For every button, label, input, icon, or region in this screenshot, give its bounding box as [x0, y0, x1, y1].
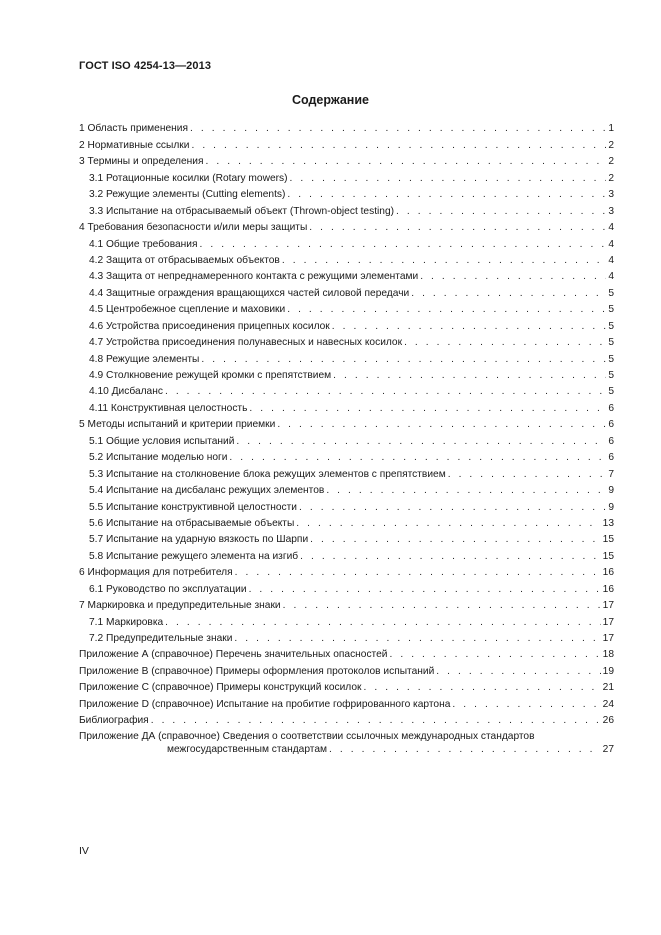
- toc-entry-page: 4: [608, 222, 614, 234]
- toc-leader-dots: [283, 599, 601, 612]
- toc-entry[interactable]: [79, 579, 614, 595]
- toc-entry-page: 2: [608, 156, 614, 168]
- toc-entry-title: 4.10 Дисбаланс: [89, 386, 163, 398]
- toc-entry[interactable]: [79, 333, 614, 349]
- toc-entry-page: 21: [602, 682, 614, 694]
- toc-entry-title: Приложение В (справочное) Примеры оформления протоколов испытаний: [79, 665, 435, 677]
- toc-entry-page: 1: [608, 123, 614, 135]
- toc-entry-title: 5 Методы испытаний и критерии приемки: [79, 419, 276, 431]
- toc-entry-title: 4.1 Общие требования: [89, 238, 198, 250]
- toc-entry[interactable]: [79, 514, 614, 530]
- toc-leader-dots: [235, 566, 601, 579]
- toc-entry-page: 15: [602, 550, 614, 562]
- toc-entry-page: 5: [608, 337, 614, 349]
- toc-leader-dots: [191, 139, 606, 152]
- toc-entry[interactable]: [79, 300, 614, 316]
- toc-entry-page: 6: [608, 452, 614, 464]
- toc-entry[interactable]: [79, 251, 614, 267]
- toc-entry-page: 6: [608, 402, 614, 414]
- toc-leader-dots: [396, 205, 606, 218]
- toc-entry-page: 3: [608, 205, 614, 217]
- toc-entry-page: 17: [602, 600, 614, 612]
- toc-entry[interactable]: [79, 316, 614, 332]
- toc-leader-dots: [190, 122, 606, 135]
- toc-leader-dots: [201, 353, 606, 366]
- toc-leader-dots: [420, 270, 606, 283]
- toc-entry[interactable]: [79, 661, 614, 677]
- toc-entry-page: 7: [608, 468, 614, 480]
- toc-entry-title: 7.1 Маркировка: [89, 616, 164, 628]
- toc-leader-dots: [229, 451, 606, 464]
- toc-entry[interactable]: [79, 431, 614, 447]
- toc-entry-title: Приложение ДА (справочное) Сведения о соответствии ссылочных международных стандартов: [79, 731, 535, 743]
- toc-entry[interactable]: [79, 563, 614, 579]
- toc-title: Содержание: [291, 93, 369, 107]
- toc-leader-dots: [389, 648, 600, 661]
- toc-leader-dots: [282, 254, 606, 267]
- toc-leader-dots: [205, 155, 606, 168]
- toc-leader-dots: [329, 743, 601, 756]
- toc-entry-title: 5.3 Испытание на столкновение блока режущих элементов с препятствием: [89, 468, 446, 480]
- toc-entry-title: 5.2 Испытание моделью ноги: [89, 452, 228, 464]
- toc-entry-page: 5: [608, 353, 614, 365]
- toc-leader-dots: [326, 484, 606, 497]
- toc-entry-page: 4: [608, 254, 614, 266]
- toc-entry-title: 4 Требования безопасности и/или меры защиты: [79, 222, 308, 234]
- toc-leader-dots: [333, 369, 606, 382]
- toc-entry-page: 19: [602, 665, 614, 677]
- toc-entry[interactable]: [79, 267, 614, 283]
- toc-entry-page: 6: [608, 419, 614, 431]
- toc-entry[interactable]: [79, 152, 614, 168]
- toc-entry[interactable]: [79, 135, 614, 151]
- toc-entry-page: 13: [602, 517, 614, 529]
- toc-entry-annex-da[interactable]: [79, 727, 614, 756]
- toc-entry-page: 3: [608, 189, 614, 201]
- toc-entry-title: 6.1 Руководство по эксплуатации: [89, 583, 247, 595]
- toc-entry[interactable]: [79, 546, 614, 562]
- toc-entry[interactable]: [79, 530, 614, 546]
- toc-leader-dots: [299, 501, 606, 514]
- toc-leader-dots: [165, 616, 600, 629]
- page-number: IV: [79, 845, 89, 857]
- toc-entry-title: 5.8 Испытание режущего элемента на изгиб: [89, 550, 299, 562]
- toc-leader-dots: [234, 632, 600, 645]
- toc-entry-page: 18: [602, 649, 614, 661]
- toc-entry-page: 17: [602, 633, 614, 644]
- toc-entry[interactable]: [79, 185, 614, 201]
- toc-entry-title: 4.6 Устройства присоединения прицепных косилок: [89, 320, 330, 332]
- toc-entry-page: 4: [608, 271, 614, 283]
- table-of-contents: [79, 119, 614, 756]
- toc-leader-dots: [452, 698, 600, 711]
- toc-entry-title: 3.1 Ротационные косилки (Rotary mowers): [89, 172, 288, 184]
- toc-entry[interactable]: [79, 398, 614, 414]
- toc-entry-title-continuation: межгосударственным стандартам: [167, 744, 327, 756]
- toc-entry-title: 2 Нормативные ссылки: [79, 139, 190, 151]
- toc-leader-dots: [151, 714, 601, 727]
- toc-entry[interactable]: [79, 629, 614, 645]
- toc-entry-title: 4.11 Конструктивная целостность: [89, 402, 248, 414]
- toc-entry-title: 3.3 Испытание на отбрасываемый объект (Thrown-object testing): [89, 205, 395, 217]
- toc-leader-dots: [296, 517, 600, 530]
- toc-entry-page: 16: [602, 567, 614, 579]
- toc-entry[interactable]: [79, 234, 614, 250]
- toc-entry-page: 9: [608, 485, 614, 497]
- toc-entry-title: 4.4 Защитные ограждения вращающихся частей силовой передачи: [89, 287, 410, 299]
- toc-entry-title: Приложение D (справочное) Испытание на пробитие гофрированного картона: [79, 698, 451, 710]
- toc-entry-page: 4: [608, 238, 614, 250]
- toc-entry-title: 5.5 Испытание конструктивной целостности: [89, 501, 297, 513]
- toc-leader-dots: [309, 221, 606, 234]
- toc-leader-dots: [200, 238, 607, 251]
- toc-entry-title: 4.7 Устройства присоединения полунавесных и навесных косилок: [89, 337, 403, 349]
- toc-leader-dots: [300, 550, 601, 563]
- toc-entry-page: 24: [602, 698, 614, 710]
- toc-entry[interactable]: [79, 497, 614, 513]
- toc-entry-page: 16: [602, 583, 614, 595]
- toc-entry[interactable]: [79, 349, 614, 365]
- toc-entry-title: 7 Маркировка и предупредительные знаки: [79, 600, 281, 612]
- toc-entry-title: 5.1 Общие условия испытаний: [89, 435, 235, 447]
- toc-entry[interactable]: [79, 678, 614, 694]
- toc-leader-dots: [332, 320, 607, 333]
- toc-leader-dots: [290, 172, 607, 185]
- toc-entry[interactable]: [79, 201, 614, 217]
- toc-entry-title: 4.8 Режущие элементы: [89, 353, 200, 365]
- toc-entry-title: 4.3 Защита от непреднамеренного контакта с режущими элементами: [89, 271, 419, 283]
- toc-entry-page: 5: [608, 320, 614, 332]
- toc-entry[interactable]: [79, 612, 614, 628]
- toc-entry-page: 26: [602, 715, 614, 727]
- toc-entry-page: 27: [602, 744, 614, 756]
- toc-entry-page: 2: [608, 139, 614, 151]
- toc-entry-page: 2: [608, 172, 614, 184]
- toc-entry-title: 4.2 Защита от отбрасываемых объектов: [89, 254, 280, 266]
- toc-entry-page: 17: [602, 616, 614, 628]
- toc-entry[interactable]: [79, 283, 614, 299]
- toc-entry[interactable]: [79, 218, 614, 234]
- document-code: ГОСТ ISO 4254-13—2013: [79, 60, 212, 72]
- toc-entry-page: 5: [608, 386, 614, 398]
- toc-entry-title: 5.4 Испытание на дисбаланс режущих элементов: [89, 485, 325, 497]
- toc-entry[interactable]: [79, 119, 614, 135]
- toc-leader-dots: [310, 533, 601, 546]
- toc-entry[interactable]: [79, 168, 614, 184]
- toc-entry-page: 9: [608, 501, 614, 513]
- toc-entry[interactable]: [79, 366, 614, 382]
- toc-entry-title: 4.5 Центробежное сцепление и маховики: [89, 304, 286, 316]
- toc-leader-dots: [277, 418, 606, 431]
- toc-leader-dots: [165, 385, 606, 398]
- toc-entry-title: 3.2 Режущие элементы (Cutting elements): [89, 189, 286, 201]
- toc-entry-title: 1 Область применения: [79, 123, 188, 135]
- toc-entry-page: 15: [602, 534, 614, 546]
- toc-leader-dots: [287, 188, 606, 201]
- toc-leader-dots: [287, 303, 606, 316]
- toc-entry[interactable]: [79, 596, 614, 612]
- toc-leader-dots: [249, 583, 601, 596]
- toc-entry-title: 7.2 Предупредительные знаки: [89, 633, 233, 644]
- toc-entry-title: 3 Термины и определения: [79, 156, 204, 168]
- toc-leader-dots: [249, 402, 606, 415]
- toc-entry-title: Библиография: [79, 715, 149, 727]
- toc-entry[interactable]: [79, 448, 614, 464]
- toc-entry-title: 4.9 Столкновение режущей кромки с препятствием: [89, 370, 332, 381]
- toc-entry[interactable]: [79, 711, 614, 727]
- toc-entry-title: Приложение С (справочное) Примеры конструкций косилок: [79, 682, 362, 694]
- toc-entry-page: 5: [608, 370, 614, 381]
- toc-leader-dots: [411, 287, 606, 300]
- toc-leader-dots: [448, 468, 607, 481]
- toc-leader-dots: [236, 435, 606, 448]
- toc-entry-title: 5.6 Испытание на отбрасываемые объекты: [89, 517, 295, 529]
- toc-leader-dots: [363, 681, 600, 694]
- toc-entry[interactable]: [79, 464, 614, 480]
- toc-entry[interactable]: [79, 415, 614, 431]
- toc-leader-dots: [436, 665, 600, 678]
- toc-entry-title: Приложение А (справочное) Перечень значительных опасностей: [79, 649, 388, 661]
- toc-entry[interactable]: [79, 382, 614, 398]
- toc-entry-page: 5: [608, 287, 614, 299]
- toc-entry[interactable]: [79, 481, 614, 497]
- toc-entry[interactable]: [79, 645, 614, 661]
- toc-entry-page: 6: [608, 435, 614, 447]
- toc-entry-page: 5: [608, 304, 614, 316]
- toc-entry-title: 6 Информация для потребителя: [79, 567, 233, 579]
- toc-leader-dots: [404, 336, 606, 349]
- toc-entry-title: 5.7 Испытание на ударную вязкость по Шарпи: [89, 534, 309, 546]
- toc-entry[interactable]: [79, 694, 614, 710]
